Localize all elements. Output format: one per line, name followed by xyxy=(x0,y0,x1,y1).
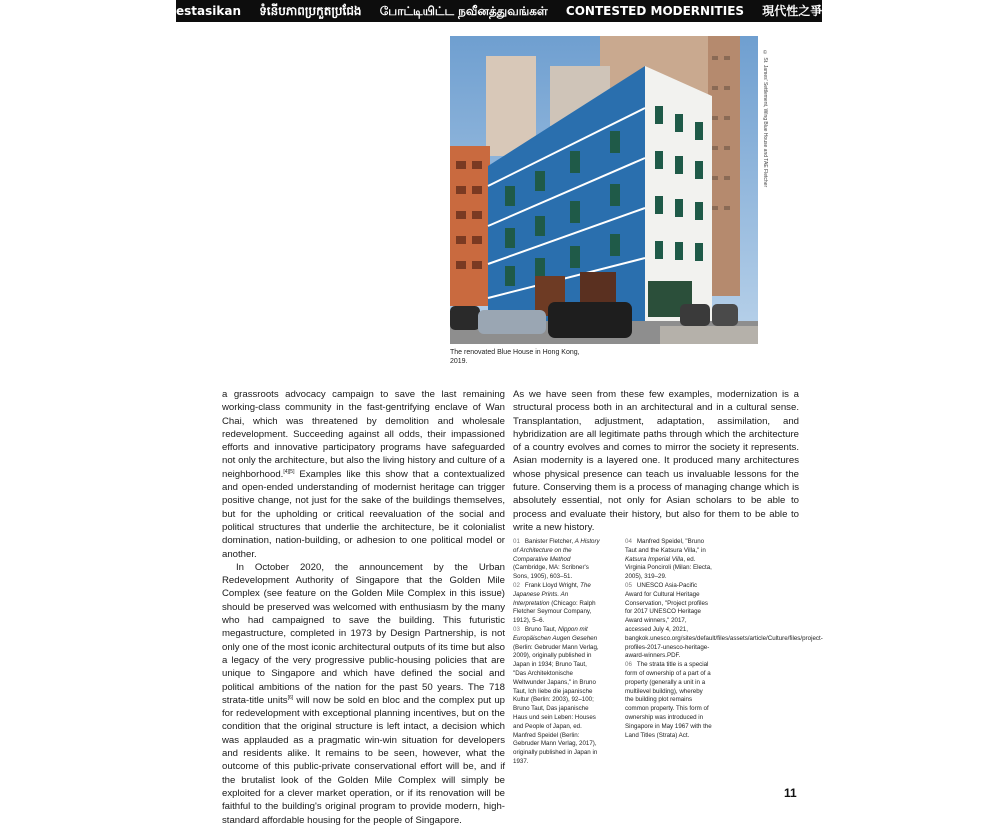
body-column-right xyxy=(513,388,799,533)
footnote-text: , ed. Virginia Ponciroli (Milan: Electa, 2005), 319–29. xyxy=(625,555,712,581)
text-run: Examples like this show that a contextualized and open-ended understanding of modernist heritage can trigger positive change, not just for the sake of the buildings themselves, but for the upholding or critical reevaluation of the social and political structures that underlie the architecture, be it colonialist domination, nation-building, or adhesion to one political model or another. xyxy=(222,468,505,560)
footnote xyxy=(625,581,823,661)
text-run: In October 2020, the announcement by the Urban Redevelopment Authority of Singapore that the Golden Mile Complex (see feature on the Golden Mile Complex in this issue) should be preserved was welcomed with enthusiasm by the many who had campaigned to save the building. This futuristic megastructure, completed in 1973 by Design Partnership, is not only one of the most iconic architectural outputs of its time but also a legacy of the very progressive public-housing policies that are unique to Singapore and which have defined the social and political ambitions of the nation for the past 50 years. The 718 strata-title units xyxy=(222,561,505,706)
footnote xyxy=(625,661,713,740)
footnote-title: Katsura Imperial Villa xyxy=(625,555,684,563)
footnote xyxy=(513,538,601,582)
footnote-text: (Cambridge, MA: Scribner's Sons, 1905), 603–51. xyxy=(513,564,589,581)
banner-item: ទំនើបភាពប្រកួតប្រជែង xyxy=(259,4,362,18)
text-run: will now be sold en bloc and the complex put up for redevelopment with exceptional planning incentives, but on the condition that the original structure is left intact, a decision which was applauded as a pragmatic win-win situation for developers and residents alike. It remains to be seen, however, what the outcome of this public-private conservational effort will be, and if the brutalist look of the Golden Mile Complex will simply be exploited for a clever market operation, or if its renovation will be faithful to the building's original program to provide modern, high-standard affordable housing for the people of Singapore. xyxy=(222,694,505,826)
footnote xyxy=(513,626,601,767)
footnote-text: UNESCO Asia-Pacific Award for Cultural Heritage Conservation, "Project profiles for 2017 UNESCO Heritage Award winners," 2017, accessed July 4, 2021, bangkok.unesco.org/sites/default/files/assets/article/Culture/files/project-profiles-2017-unesco-heritage-award-winners.PDF. xyxy=(625,581,823,660)
footnote-number: 06 xyxy=(625,661,632,669)
footnote-text: Banister Fletcher, xyxy=(524,538,575,545)
footnote-title: A History of Architecture on the Comparative Method xyxy=(513,538,600,563)
page-number: 11 xyxy=(784,786,797,800)
body-paragraph: As we have seen from these few examples, modernization is a structural process both in an architectural and in a cultural sense. Transplantation, adjustment, adaptation, assimilation, and hybridization are all legitimate paths through which the architecture of a country evolves and comes to mirror the society it represents. Asian modernity is a layered one. It produced many architectures whose physical presence can teach us invaluable lessons for the future. Conserving them is a process of managing change which is absolutely essential, not only for Asian scholars to be able to process and evaluate their history, but also for them to be able to write a new history. xyxy=(513,389,799,533)
footnote xyxy=(625,538,713,582)
footnote-number: 02 xyxy=(513,581,520,589)
footnote-number: 05 xyxy=(625,581,632,589)
photo-caption: The renovated Blue House in Hong Kong, 2019. xyxy=(450,349,580,365)
footnote-number: 04 xyxy=(625,538,632,545)
footnotes-column xyxy=(625,538,823,740)
footnote-text: (Chicago: Ralph Fletcher Seymour Company, 1912), 5–6. xyxy=(513,599,596,625)
footnote-text: The strata title is a special form of ownership of a part of a property (generally a unit in a multilevel building), whereby the building plot remains common property. This form of ownership was introduced in Singapore in May 1967 with the Land Titles (Strata) Act. xyxy=(625,661,712,739)
footnote-text: Bruno Taut, xyxy=(524,625,559,633)
footnote-text: Frank Lloyd Wright, xyxy=(524,581,581,589)
banner-item: estasikan xyxy=(176,4,241,18)
blue-house-photo xyxy=(450,36,758,344)
photo-credit: © St. James' Settlement, Wing Blue House and TAE Fletcher xyxy=(762,50,768,188)
footnote-ref: [6] xyxy=(287,694,294,701)
banner-item: போட்டியிட்ட நவீனத்துவங்கள் xyxy=(379,4,548,18)
footnote-title: The Japanese Prints. An Interpretation xyxy=(513,581,591,607)
footnote-number: 01 xyxy=(513,538,520,545)
header-banner xyxy=(176,0,920,22)
footnote xyxy=(513,582,601,626)
body-column-left xyxy=(222,388,505,826)
footnote-text: Manfred Speidel, "Bruno Taut and the Katsura Villa," in xyxy=(625,538,706,554)
footnote-ref: [4][5] xyxy=(283,468,295,475)
body-paragraph xyxy=(222,388,505,561)
footnote-text: (Berlin: Gebruder Mann Verlag, 2009), originally published in Japan in 1934; Bruno Taut, "Das Architektonische Weltwunder Japans," in Bruno Taut, Ich liebe die japanische Kultur (Berlin: 2003), 92–100; Bruno Taut, Das japanische Haus und sein Leben: Houses and People of Japan, ed. Manfred Speidel (Berlin: Gebruder Mann Verlag, 2017), originally published in Japan in 1937. xyxy=(513,643,599,765)
body-paragraph xyxy=(222,561,505,827)
blue-house-illustration xyxy=(450,36,758,344)
text-run: a grassroots advocacy campaign to save the last remaining working-class community in the fast-gentrifying enclave of Wan Chai, which was threatened by demolition and wholesale redevelopment. Succeeding against all odds, their impassioned efforts and innovative participatory programs have safeguarded not only the architecture, but also the living history and culture of a neighborhood. xyxy=(222,389,505,480)
banner-item: 現代性之爭 xyxy=(762,4,823,18)
banner-item: CONTESTED MODERNITIES xyxy=(565,4,745,18)
banner-item: ခေတ်ပြိုင် ကောတ် xyxy=(840,4,920,18)
footnotes-column xyxy=(513,538,601,767)
footnote-number: 03 xyxy=(513,625,520,633)
footnote-title: Nippon mit Europäischen Augen Gesehen xyxy=(513,625,598,642)
